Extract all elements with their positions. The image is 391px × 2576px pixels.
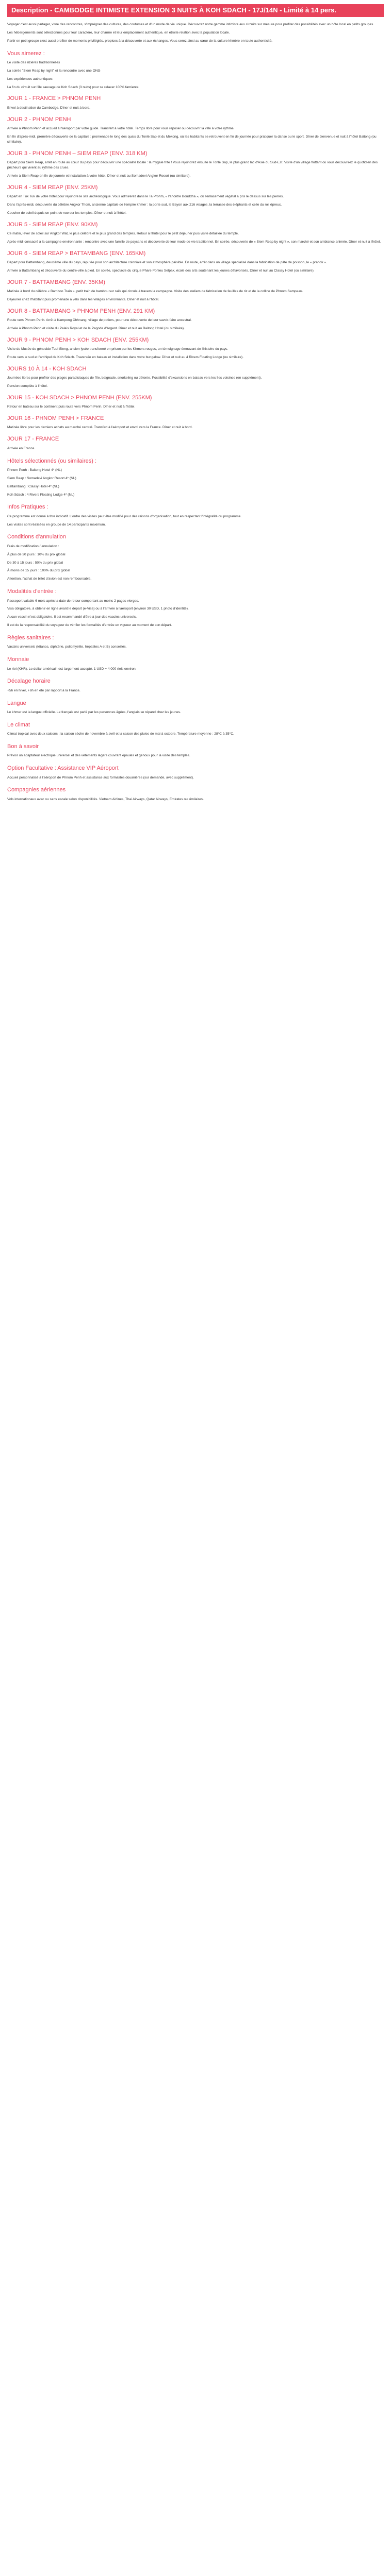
condition-item: De 30 à 15 jours : 50% du prix global <box>7 561 63 565</box>
day-paragraph: Départ en Tuk Tuk de votre hôtel pour rejoindre le site archéologique. Vous admirerez dans le Ta Prohm, « l'ancêtre Bouddha », où l'enlacement végétal a pris le dessus sur les pierres. <box>7 194 284 198</box>
intro-paragraph: Les hébergements sont sélectionnés pour leur caractère, leur charme et leur emplacement authentique, en étroite relation avec la population locale. <box>7 30 230 35</box>
modalite-item: Aucun vaccin n'est obligatoire. Il est recommandé d'être à jour des vaccins universels. <box>7 615 137 619</box>
modalite-item: Passeport valable 6 mois après la date de retour comportant au moins 2 pages vierges. <box>7 599 139 603</box>
day-heading: JOUR 3 - PHNOM PENH – SIEM REAP (ENV. 318 KM) <box>7 150 148 157</box>
day-paragraph: Arrivée à Phnom Penh et visite du Palais Royal et de la Pagode d'Argent. Dîner et nuit au Baitong Hotel (ou similaire). <box>7 326 185 330</box>
avantage-item: La soirée "Siem Reap by night" et la rencontre avec une ONG <box>7 69 101 73</box>
day-heading: JOUR 4 - SIEM REAP (ENV. 25KM) <box>7 184 98 191</box>
day-heading: JOUR 8 - BATTAMBANG > PHNOM PENH (ENV. 291 KM) <box>7 308 155 314</box>
timezone-item: +5h en hiver, +6h en été par rapport à la France. <box>7 688 80 692</box>
page-title: Description - CAMBODGE INTIMISTE EXTENSION 3 NUITS À KOH SDACH - 17J/14N - Limité à 14 pers. <box>7 4 384 17</box>
day-paragraph: Ce matin, lever de soleil sur Angkor Wat, le plus célèbre et le plus grand des temples. Retour à l'hôtel pour le petit déjeuner puis visite détaillée du temple. <box>7 231 239 235</box>
companies-heading: Compagnies aériennes <box>7 787 66 793</box>
day-paragraph: Visite du Musée du génocide Tuol Sleng, ancien lycée transformé en prison par les Khmers rouges, un témoignage émouvant de l'histoire du pays. <box>7 347 229 351</box>
day-paragraph: Journées libres pour profiter des plages paradisiaques de l'île, baignade, snorkeling ou détente. Possibilité d'excursions en bateau vers les îles voisines (en supplément). <box>7 376 262 380</box>
hotel-item: Phnom Penh : Baitong Hotel 4* (NL) <box>7 468 62 472</box>
day-paragraph: Arrivée à Battambang et découverte du centre-ville à pied. En soirée, spectacle du cirque Phare Ponleu Selpak, école des arts soutenant les jeunes défavorisés. Dîner et nuit au Classy Hotel (ou similaire). <box>7 268 315 273</box>
day-paragraph: Route vers Phnom Penh. Arrêt à Kampong Chhnang, village de potiers, pour une découverte de leur savoir-faire ancestral. <box>7 318 192 323</box>
conditions-heading: Conditions d'annulation <box>7 534 67 540</box>
language-item: Le khmer est la langue officielle. Le français est parlé par les personnes âgées, l'anglais se répand chez les jeunes. <box>7 710 181 714</box>
day-paragraph: Pension complète à l'hôtel. <box>7 384 48 388</box>
companies-item: Vols internationaux avec ou sans escale selon disponibilités. Vietnam Airlines, Thai Airways, Qatar Airways, Emirates ou similaires. <box>7 797 204 801</box>
hotel-item: Siem Reap : Somadevi Angkor Resort 4* (NL) <box>7 476 76 480</box>
money-heading: Monnaie <box>7 656 29 663</box>
day-paragraph: Dans l'après-midi, découverte du célèbre Angkor Thom, ancienne capitale de l'empire khmer : la porte sud, le Bayon aux 216 visages, la terrasse des éléphants et celle du roi lépreux. <box>7 202 282 207</box>
timezone-heading: Décalage horaire <box>7 678 51 685</box>
reglements-heading: Règles sanitaires : <box>7 635 54 641</box>
intro-paragraph: Partir en petit groupe c'est aussi profiter de moments privilégiés, propices à la découverte et aux échanges. Vous serez ainsi au cœur de la culture khmère en toute authenticité. <box>7 39 273 43</box>
intro-paragraph: Voyager c'est aussi partager, vivre des rencontres, s'imprégner des cultures, des coutumes et d'un mode de vie unique. Découvrez notre gamme intimiste aux circuits sur mesure pour profiter des possibilités avec un hôte local en petits groupes. <box>7 22 374 26</box>
day-paragraph: Déjeuner chez l'habitant puis promenade à vélo dans les villages environnants. Dîner et nuit à l'hôtel. <box>7 297 159 301</box>
tip-item: Ce programme est donné à titre indicatif. L'ordre des visites peut être modifié pour des raisons d'organisation, tout en respectant l'intégralité du programme. <box>7 514 242 518</box>
day-paragraph: En fin d'après-midi, première découverte de la capitale : promenade le long des quais du Tonlé Sap et du Mékong, où les habitants se retrouvent en fin de journée pour pratiquer la danse ou le sport. Dîner de bienvenue et nuit à l'hôtel Baitong (ou similaire). <box>7 134 377 144</box>
day-heading: JOUR 15 - KOH SDACH > PHNOM PENH (ENV. 255KM) <box>7 394 152 401</box>
tip-item: Les visites sont réalisées en groupe de 14 participants maximum. <box>7 522 106 527</box>
page <box>0 0 391 826</box>
day-paragraph: Retour en bateau sur le continent puis route vers Phnom Penh. Dîner et nuit à l'hôtel. <box>7 405 136 409</box>
day-heading: JOUR 5 - SIEM REAP (ENV. 90KM) <box>7 221 98 228</box>
assist-heading: Option Facultative : Assistance VIP Aéroport <box>7 765 119 772</box>
modalite-item: Il est de la responsabilité du voyageur de vérifier les formalités d'entrée en vigueur au moment de son départ. <box>7 623 172 628</box>
day-heading: JOUR 6 - SIEM REAP > BATTAMBANG (ENV. 165KM) <box>7 250 146 257</box>
day-paragraph: Arrivée à Phnom Penh et accueil à l'aéroport par votre guide. Transfert à votre hôtel. Temps libre pour vous reposer ou découvrir la ville à votre rythme. <box>7 126 235 130</box>
modalites-heading: Modalités d'entrée : <box>7 588 57 595</box>
money-item: Le riel (KHR). Le dollar américain est largement accepté. 1 USD = 4 000 riels environ. <box>7 667 137 671</box>
reglement-item: Vaccins universels (tétanos, diphtérie, poliomyélite, hépatites A et B) conseillés. <box>7 645 127 649</box>
good-heading: Bon à savoir <box>7 743 39 750</box>
day-paragraph: Route vers le sud et l'archipel de Koh Sdach. Traversée en bateau et installation dans votre bungalow. Dîner et nuit au 4 Rivers Floating Lodge (ou similaire). <box>7 355 243 360</box>
day-paragraph: Envol à destination du Cambodge. Dîner et nuit à bord. <box>7 106 90 110</box>
day-paragraph: Départ pour Siem Reap, arrêt en route au cœur du pays pour découvrir une spécialité locale : la mygale frite ! Vous rejoindrez ensuite le Tonlé Sap, le plus grand lac d'Asie du Sud-Est. Visite d'un village flottant où vous découvrirez le quotidien des pêcheurs qui vivent au rythme des crues. <box>7 160 378 170</box>
day-paragraph: Matinée libre pour les derniers achats au marché central. Transfert à l'aéroport et envol vers la France. Dîner et nuit à bord. <box>7 426 193 430</box>
day-heading: JOURS 10 À 14 - KOH SDACH <box>7 365 87 372</box>
condition-item: À moins de 15 jours : 100% du prix global <box>7 569 70 573</box>
day-paragraph: Coucher de soleil depuis un point de vue sur les temples. Dîner et nuit à l'hôtel. <box>7 211 127 215</box>
day-heading: JOUR 9 - PHNOM PENH > KOH SDACH (ENV. 255KM) <box>7 336 149 343</box>
day-heading: JOUR 2 - PHNOM PENH <box>7 116 71 123</box>
day-heading: JOUR 1 - FRANCE > PHNOM PENH <box>7 95 101 102</box>
day-paragraph: Départ pour Battambang, deuxième ville du pays, réputée pour son architecture coloniale et son atmosphère paisible. En route, arrêt dans un village spécialisé dans la fabrication de pâte de poisson, le « prahok ». <box>7 260 327 264</box>
day-paragraph: Matinée à bord du célèbre « Bamboo Train », petit train de bambou sur rails qui circule à travers la campagne. Visite des ateliers de fabrication de feuilles de riz et de la colline de Phnom Sampeau. <box>7 289 303 293</box>
language-heading: Langue <box>7 700 26 706</box>
assist-item: Accueil personnalisé à l'aéroport de Phnom Penh et assistance aux formalités douanières (sur demande, avec supplément). <box>7 775 194 779</box>
hotel-item: Koh Sdach : 4 Rivers Floating Lodge 4* (NL) <box>7 493 75 497</box>
hotel-item: Battambang : Classy Hotel 4* (NL) <box>7 484 59 488</box>
condition-item: Frais de modification / annulation : <box>7 544 59 548</box>
good-item: Prévoir un adaptateur électrique universel et des vêtements légers couvrant épaules et genoux pour la visite des temples. <box>7 754 190 758</box>
day-heading: JOUR 7 - BATTAMBANG (ENV. 35KM) <box>7 279 105 285</box>
condition-item: À plus de 30 jours : 10% du prix global <box>7 552 66 556</box>
avantage-item: Le visite des rizières traditionnelles <box>7 60 60 64</box>
day-paragraph: Arrivée en France. <box>7 446 36 450</box>
day-paragraph: Arrivée à Siem Reap en fin de journée et installation à votre hôtel. Dîner et nuit au Somadevi Angkor Resort (ou similaire). <box>7 174 191 178</box>
intro <box>7 22 384 44</box>
hotels-list <box>7 468 384 498</box>
tips-heading: Infos Pratiques : <box>7 504 48 511</box>
avantage-item: La fin du circuit sur l'île sauvage de Koh Sdach (3 nuits) pour se relaxer 100% farniente <box>7 85 139 89</box>
day-heading: JOUR 16 - PHNOM PENH > FRANCE <box>7 415 104 422</box>
hotels-heading: Hôtels sélectionnés (ou similaires) : <box>7 457 97 464</box>
avantages-list <box>7 60 384 90</box>
condition-item: Attention, l'achat de billet d'avion est non remboursable. <box>7 577 92 581</box>
climate-heading: Le climat <box>7 721 30 728</box>
avantage-item: Les expériences authentiques <box>7 77 53 81</box>
climate-item: Climat tropical avec deux saisons : la saison sèche de novembre à avril et la saison des pluies de mai à octobre. Température moyenne : 28°C à 35°C. <box>7 732 234 736</box>
days <box>7 95 384 451</box>
day-heading: JOUR 17 - FRANCE <box>7 436 59 443</box>
modalite-item: Visa obligatoire, à obtenir en ligne avant le départ (e-Visa) ou à l'arrivée à l'aéroport (environ 30 USD, 1 photo d'identité). <box>7 607 189 611</box>
day-paragraph: Après-midi consacré à la campagne environnante : rencontre avec une famille de paysans et découverte de leur mode de vie traditionnel. En soirée, découverte de « Siem Reap by night », son marché et son ambiance animée. Dîner et nuit à l'hôtel. <box>7 240 381 244</box>
avantages-heading: Vous aimerez : <box>7 50 45 57</box>
